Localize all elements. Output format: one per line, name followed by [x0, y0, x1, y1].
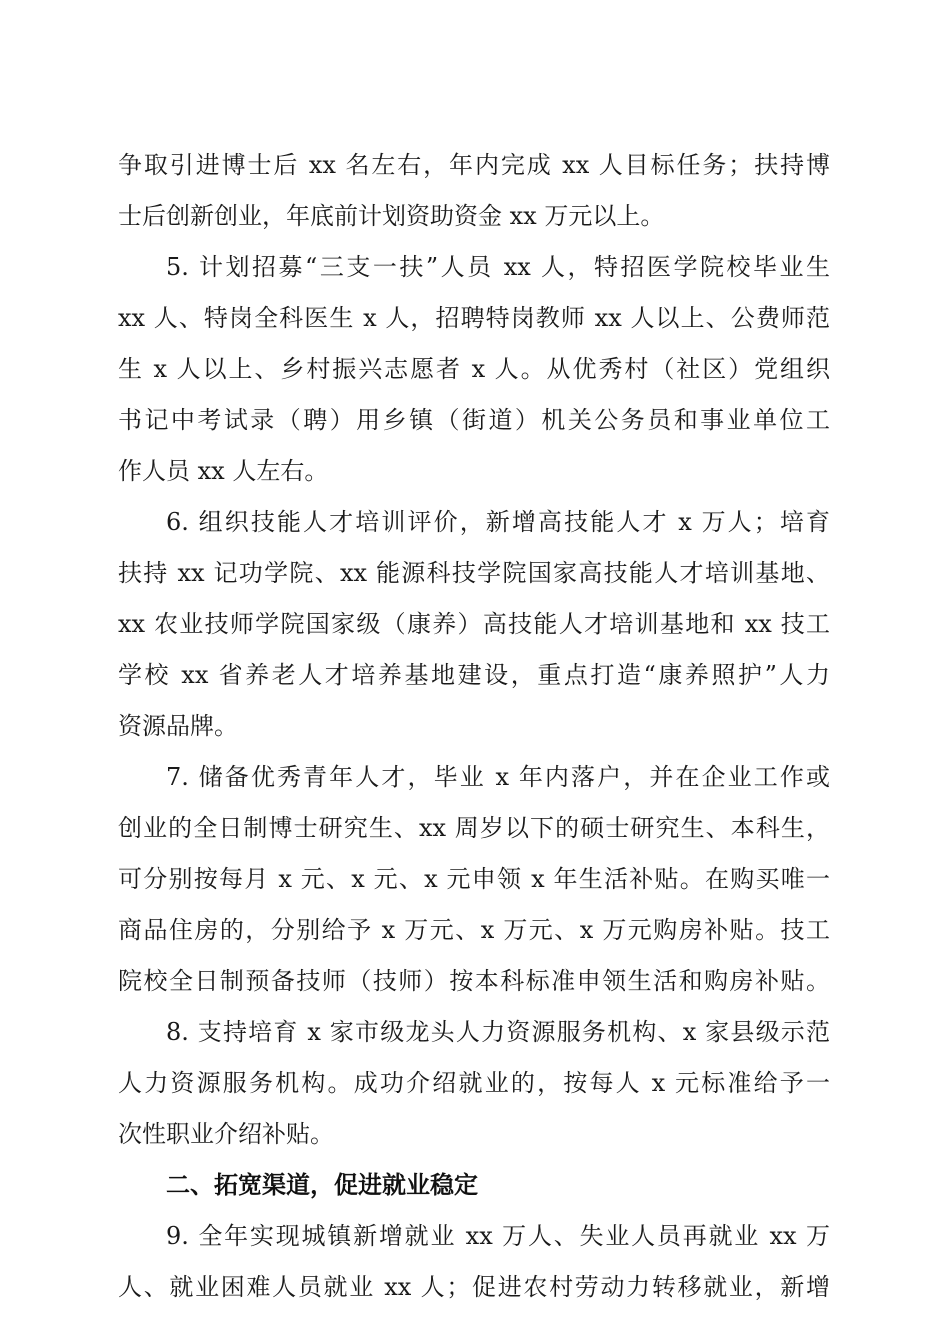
section-heading: 二、拓宽渠道，促进就业稳定: [166, 1171, 478, 1199]
paragraph-8: [118, 1007, 830, 1160]
text-line: 学校 xx 省养老人才培养基地建设，重点打造“康养照护”人力: [118, 661, 830, 689]
text-line: xx 人、特岗全科医生 x 人，招聘特岗教师 xx 人以上、公费师范: [118, 304, 830, 332]
document-body: [118, 140, 830, 1313]
text-line: 士后创新创业，年底前计划资助资金 xx 万元以上。: [118, 202, 665, 230]
paragraph-6: [118, 497, 830, 752]
text-line: 作人员 xx 人左右。: [118, 457, 329, 485]
text-line: 创业的全日制博士研究生、xx 周岁以下的硕士研究生、本科生，: [118, 814, 830, 842]
paragraph-7: [118, 752, 830, 1007]
text-line: 9. 全年实现城镇新增就业 xx 万人、失业人员再就业 xx 万: [166, 1222, 830, 1250]
text-line: 商品住房的，分别给予 x 万元、x 万元、x 万元购房补贴。技工: [118, 916, 830, 944]
text-line: 可分别按每月 x 元、x 元、x 元申领 x 年生活补贴。在购买唯一: [118, 865, 830, 893]
text-line: 6. 组织技能人才培训评价，新增高技能人才 x 万人；培育: [166, 508, 830, 536]
text-line: 8. 支持培育 x 家市级龙头人力资源服务机构、x 家县级示范: [166, 1018, 830, 1046]
text-line: xx 农业技师学院国家级（康养）高技能人才培训基地和 xx 技工: [118, 610, 830, 638]
text-line: 人、就业困难人员就业 xx 人；促进农村劳动力转移就业，新增: [118, 1273, 830, 1301]
text-line: 人力资源服务机构。成功介绍就业的，按每人 x 元标准给予一: [118, 1069, 830, 1097]
text-line: 扶持 xx 记功学院、xx 能源科技学院国家高技能人才培训基地、: [118, 559, 830, 587]
text-line: 7. 储备优秀青年人才，毕业 x 年内落户，并在企业工作或: [166, 763, 830, 791]
text-line: 争取引进博士后 xx 名左右，年内完成 xx 人目标任务；扶持博: [118, 151, 830, 179]
text-line: 院校全日制预备技师（技师）按本科标准申领生活和购房补贴。: [118, 967, 830, 995]
paragraph-continued: [118, 140, 830, 242]
text-line: 资源品牌。: [118, 712, 238, 740]
text-line: 书记中考试录（聘）用乡镇（街道）机关公务员和事业单位工: [118, 406, 830, 434]
paragraph-9: [118, 1211, 830, 1313]
paragraph-5: [118, 242, 830, 497]
text-line: 5. 计划招募“三支一扶”人员 xx 人，特招医学院校毕业生: [166, 253, 830, 281]
text-line: 次性职业介绍补贴。: [118, 1120, 334, 1148]
text-line: 生 x 人以上、乡村振兴志愿者 x 人。从优秀村（社区）党组织: [118, 355, 830, 383]
